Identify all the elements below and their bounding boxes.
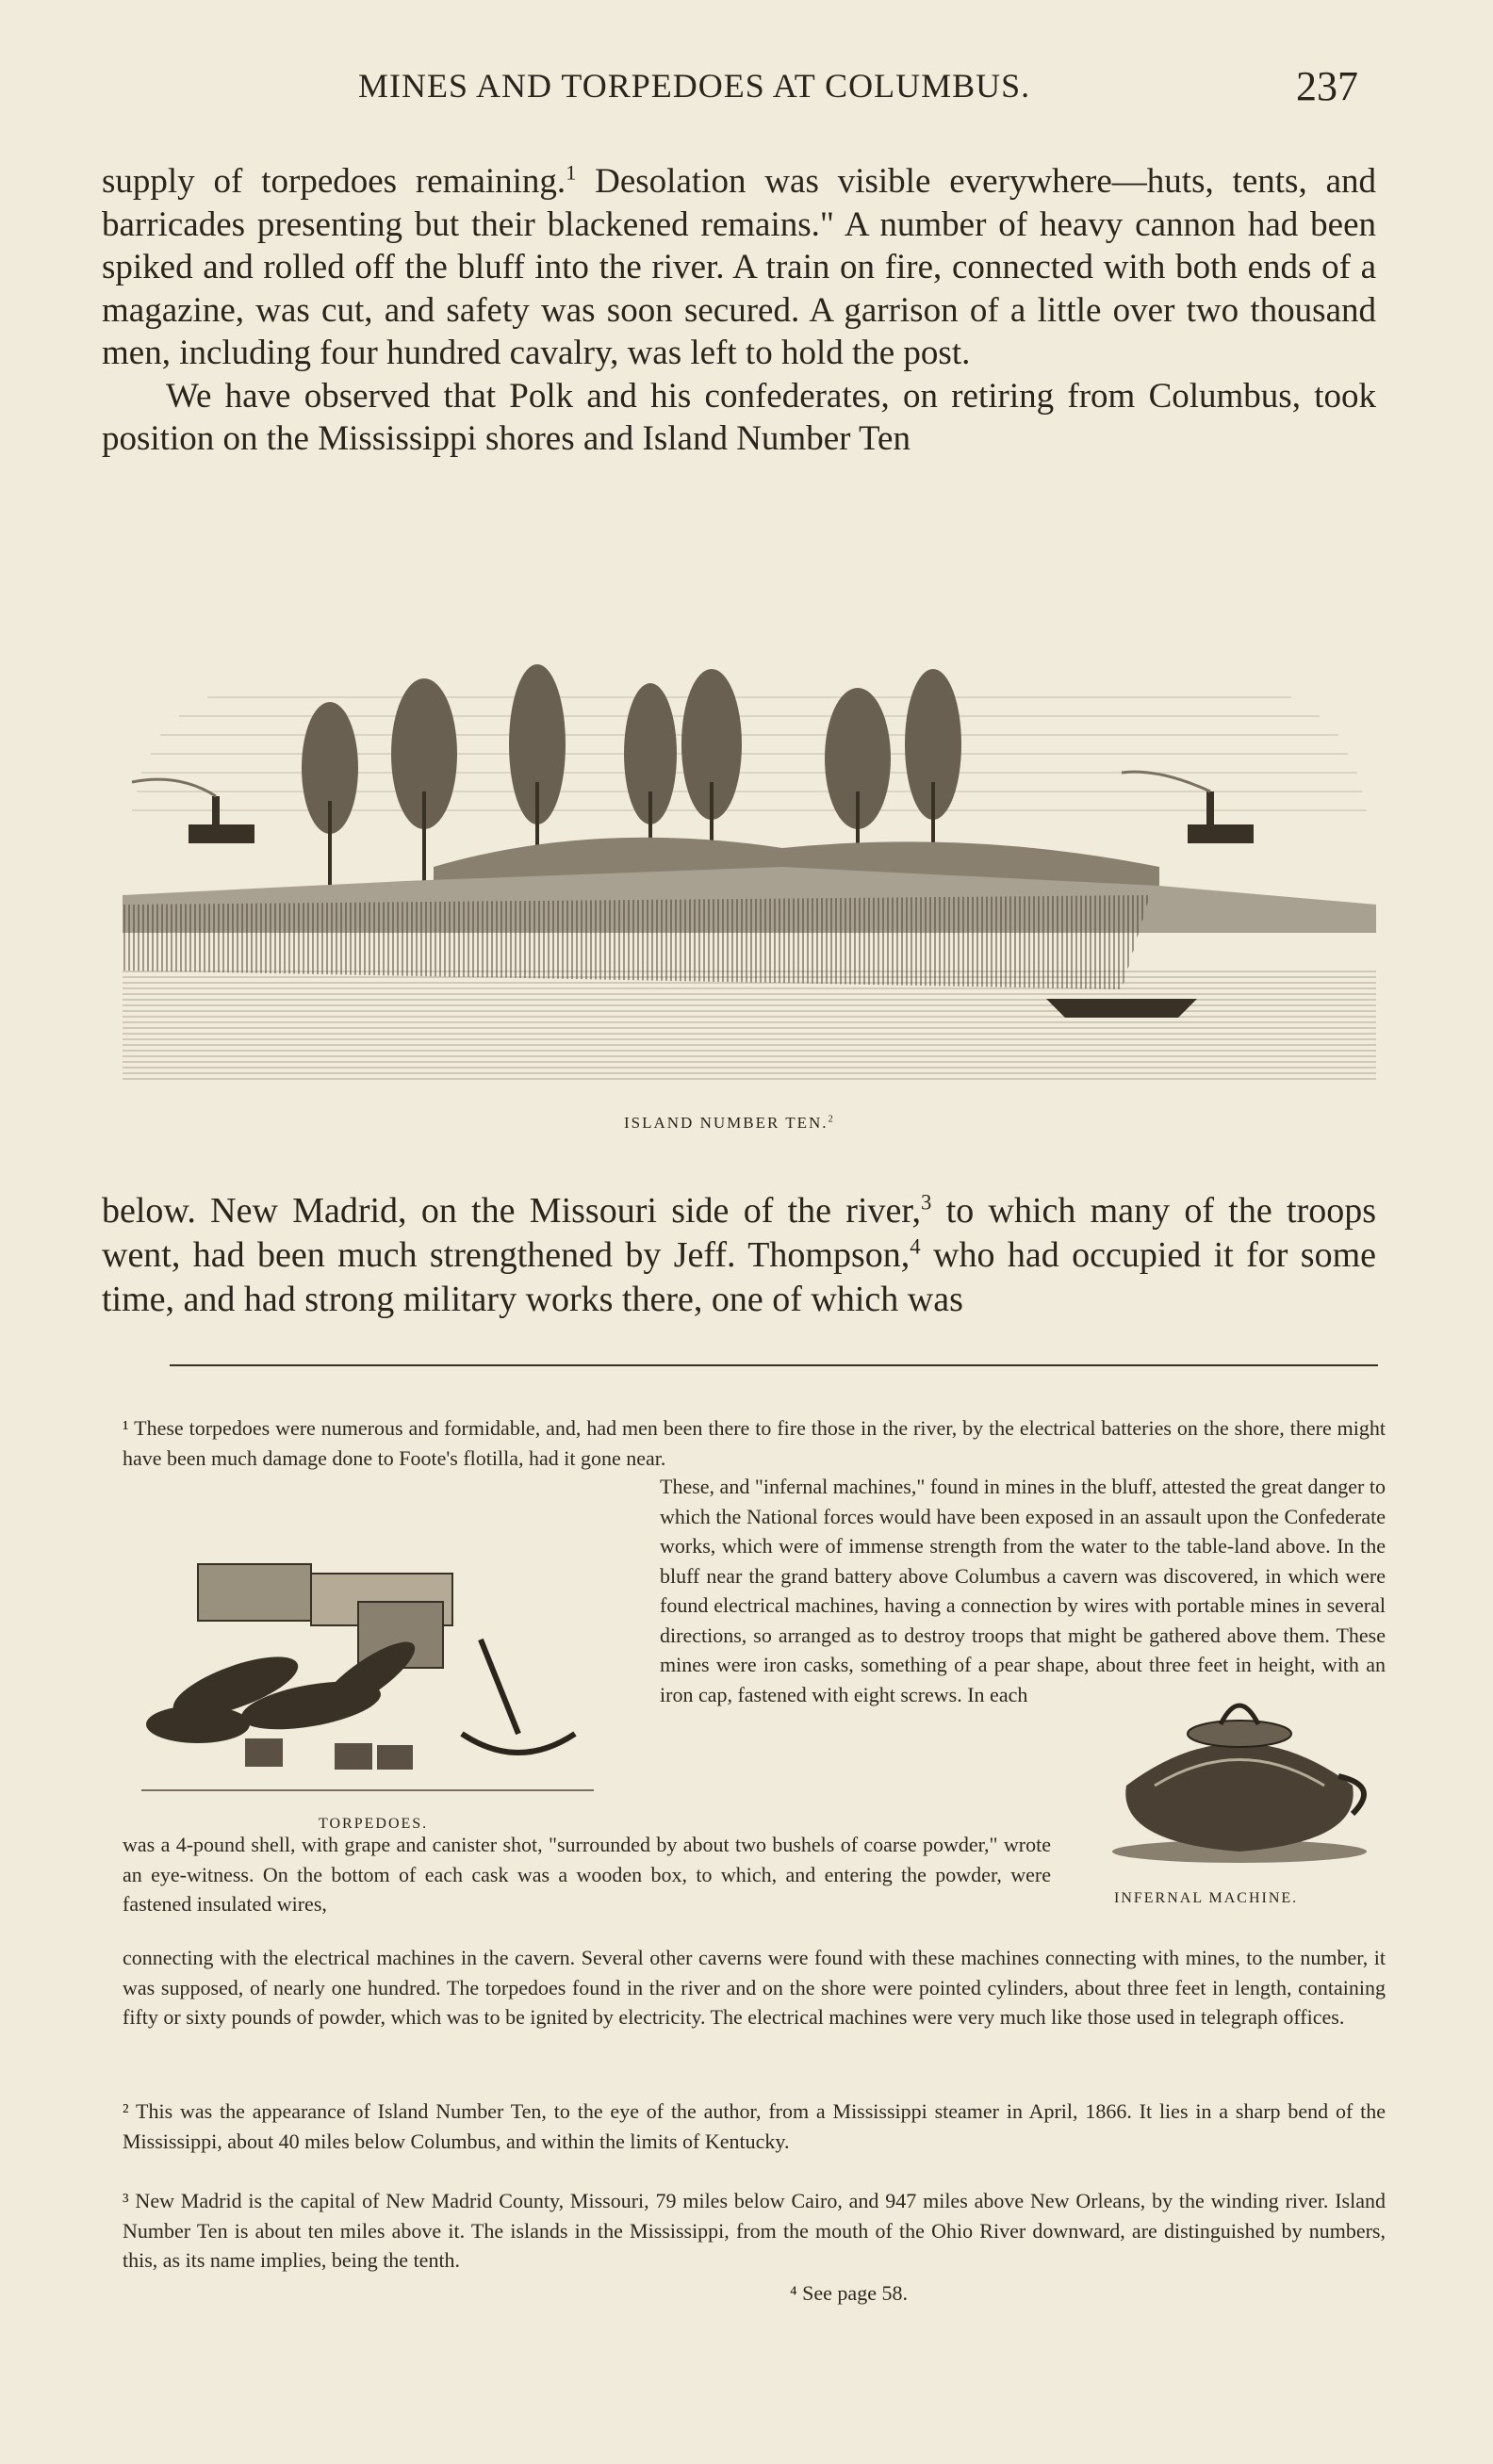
footnote-1-continued: These, and "infernal machines," found in mines in the bluff, attested the great danger to which the National forces would have been exposed in an assault upon the Confederate works, which were of immense strength from the water to the table-land above. In the bluff near the grand battery above Columbus a cavern was discovered, in which were found electrical machines, having a connection by wires with portable mines in several directions, so arranged as to destroy troops that might be gathered above them. These mines were iron casks, something of a pear shape, about three feet in height, with an iron cap, fastened with eight screws. In each <box>660 1475 1386 1706</box>
island-number-ten-engraving <box>123 612 1376 1084</box>
footnote-1-wrap: was a 4-pound shell, with grape and canister shot, "surrounded by about two bushels of coarse powder," wrote an eye-witness. On the bottom of each cask was a wooden box, to which, and entering the powder, were fastened insulated wires, <box>123 1833 1051 1916</box>
infernal-machine-caption: INFERNAL MACHINE. <box>1114 1890 1299 1906</box>
body-text-top <box>102 160 1376 461</box>
footnote-1-end: connecting with the electrical machines in the cavern. Several other caverns were found with these machines connecting with mines, to the number, it was supposed, of nearly one hundred. The torpedoes found in the river and on the shore were pointed cylinders, about three feet in length, containing fifty or sixty pounds of powder, which was to be ignited by electricity. The electrical machines were very much like those used in telegraph offices. <box>123 1946 1386 2029</box>
footnote-ref-1: 1 <box>566 160 577 185</box>
footnote-2: ² This was the appearance of Island Number Ten, to the eye of the author, from a Mississippi steamer in April, 1866. It lies in a sharp bend of the Mississippi, about 40 miles below Columbus, and within the limits of Kentucky. <box>123 2099 1386 2153</box>
torpedoes-illustration <box>123 1545 641 1809</box>
footnote-ref-4: 4 <box>910 1234 921 1259</box>
text-run: supply of torpedoes remaining. <box>102 162 566 201</box>
footnote-ref-2: 2 <box>828 1114 835 1125</box>
running-head: MINES AND TORPEDOES AT COLUMBUS. <box>358 67 1031 105</box>
caption-text: ISLAND NUMBER TEN. <box>624 1114 829 1132</box>
engraving-caption <box>624 1114 835 1133</box>
text-run: to which many of the troops went, had been much strengthened by Jeff. Thompson, <box>102 1191 1376 1275</box>
footnote-3: ³ New Madrid is the capital of New Madrid County, Missouri, 79 miles below Cairo, and 947 miles above New Orleans, by the winding river. Island Number Ten is about ten miles above it. The islands in the Mississippi, from the mouth of the Ohio River downward, are distinguished by numbers, this, as its name implies, being the tenth. <box>123 2189 1386 2272</box>
footnote-1-intro: ¹ These torpedoes were numerous and formidable, and, had men been there to fire those in the river, by the electrical batteries on the shore, there might have been much damage done to Foote's flotilla, had it gone near. <box>123 1416 1386 1470</box>
paragraph-2: We have observed that Polk and his confederates, on retiring from Columbus, took position on the Mississippi shores and Island Number Ten <box>102 376 1376 458</box>
footnote-4: ⁴ See page 58. <box>790 2281 908 2305</box>
text-run: Desolation was visible everywhere—huts, tents, and barricades presenting but their blackened remains." A number of heavy cannon had been spiked and rolled off the bluff into the river. A train on fire, connected with both ends of a magazine, was cut, and safety was soon secured. A garrison of a little over two thousand men, including four hundred cavalry, was left to hold the post. <box>102 162 1376 372</box>
text-run: below. New Madrid, on the Missouri side of the river, <box>102 1191 922 1231</box>
page-number: 237 <box>1296 63 1358 109</box>
body-text-bottom <box>102 1189 1376 1322</box>
torpedoes-caption: TORPEDOES. <box>319 1816 429 1832</box>
text-run: who had occupied it for some time, and had strong military works there, one of which was <box>102 1235 1376 1319</box>
footnote-ref-3: 3 <box>921 1190 932 1215</box>
paragraph-3 <box>102 1189 1376 1322</box>
paragraph-1 <box>102 160 1376 375</box>
footnote-divider <box>170 1364 1378 1366</box>
infernal-machine-illustration <box>1098 1682 1381 1870</box>
